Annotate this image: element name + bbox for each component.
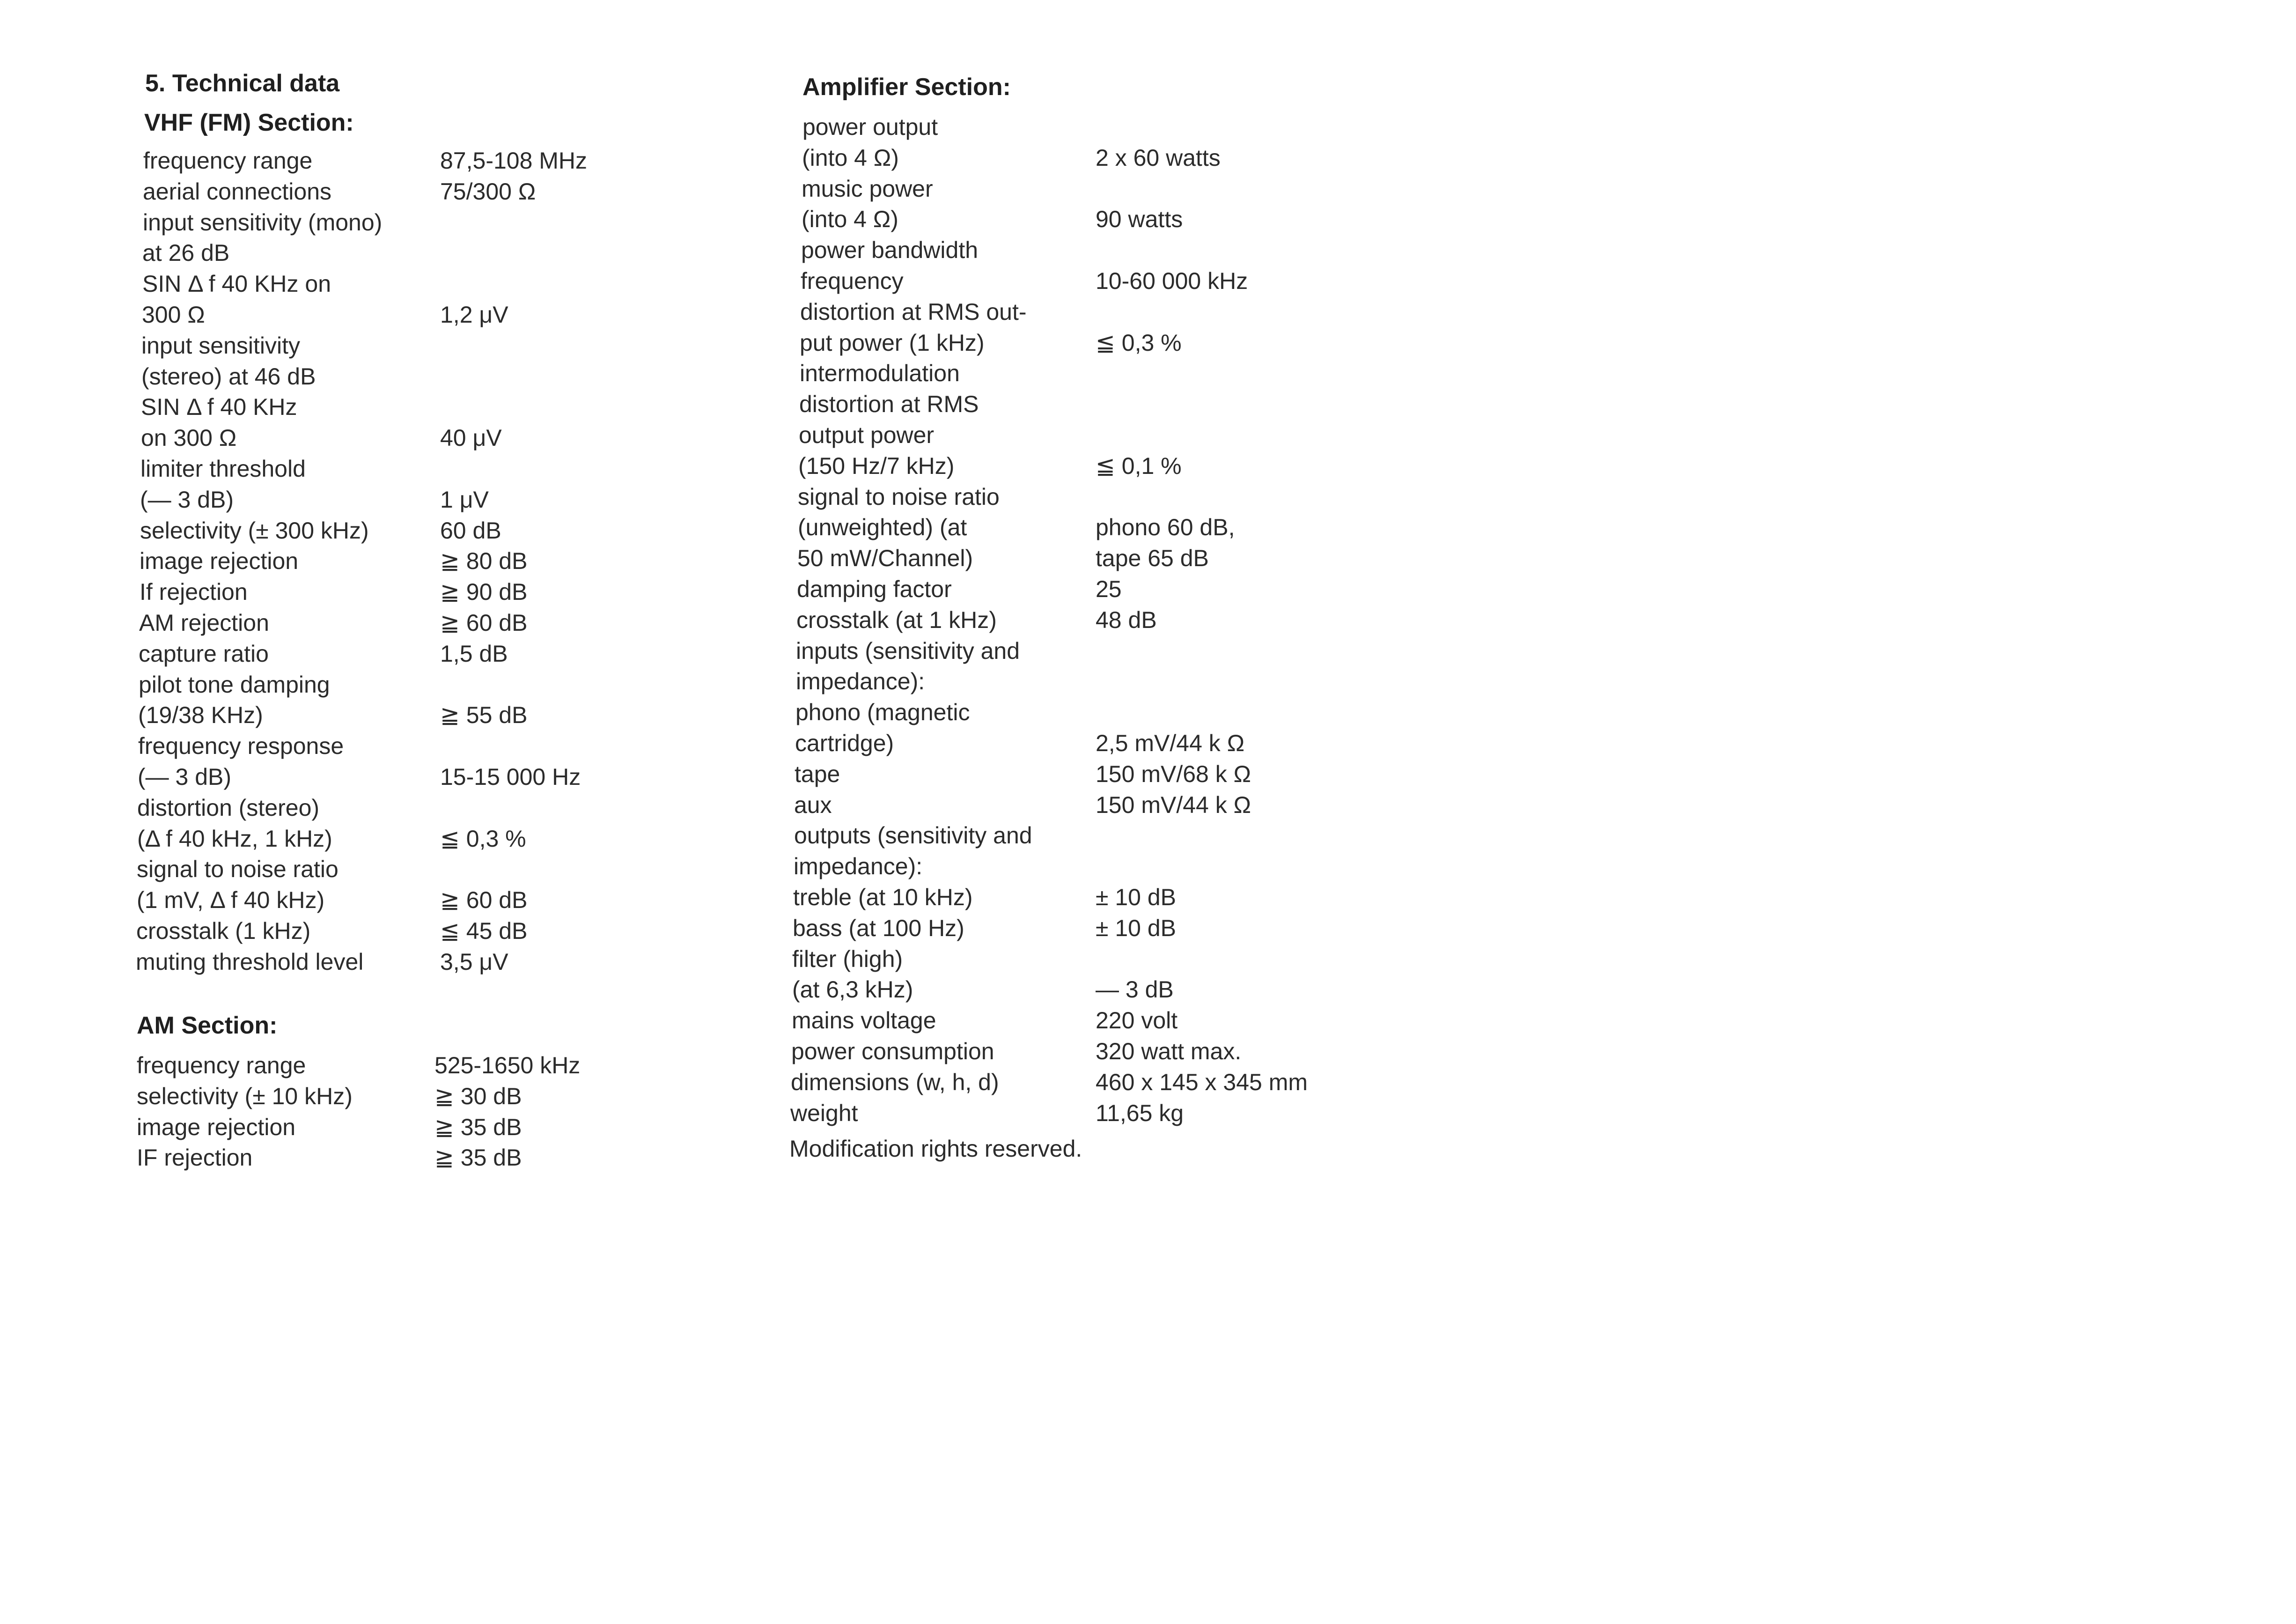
- spec-label: SIN Δ f 40 KHz: [141, 394, 297, 420]
- spec-label: distortion at RMS: [799, 391, 979, 417]
- spec-label: image rejection: [137, 1114, 296, 1140]
- spec-label: frequency: [801, 268, 904, 294]
- spec-label: crosstalk (1 kHz): [136, 918, 311, 944]
- spec-label: at 26 dB: [142, 240, 230, 266]
- modification-note: Modification rights reserved.: [789, 1136, 1082, 1162]
- spec-value: 10-60 000 kHz: [1096, 268, 1248, 294]
- spec-value: 460 x 145 x 345 mm: [1096, 1069, 1308, 1095]
- spec-value: 87,5-108 MHz: [440, 148, 588, 174]
- spec-label: image rejection: [140, 548, 299, 574]
- spec-label: tape: [795, 761, 840, 787]
- spec-label: frequency response: [138, 733, 344, 759]
- spec-label: limiter threshold: [140, 456, 306, 482]
- spec-label: (into 4 Ω): [802, 145, 899, 171]
- spec-label: (— 3 dB): [140, 487, 234, 513]
- spec-label: impedance):: [794, 853, 923, 879]
- spec-value: 3,5 μV: [440, 949, 508, 975]
- spec-label: capture ratio: [139, 641, 269, 667]
- spec-value: 1,2 μV: [440, 302, 508, 328]
- spec-label: crosstalk (at 1 kHz): [796, 607, 997, 633]
- spec-label: intermodulation: [800, 360, 960, 386]
- spec-label: on 300 Ω: [141, 425, 237, 451]
- spec-value: ± 10 dB: [1096, 884, 1176, 910]
- spec-value: ≦ 0,3 %: [1096, 330, 1182, 356]
- spec-value: ≧ 90 dB: [440, 579, 528, 605]
- spec-value: 525-1650 kHz: [434, 1052, 581, 1078]
- spec-label: (Δ f 40 kHz, 1 kHz): [137, 826, 332, 852]
- spec-label: If rejection: [140, 579, 248, 605]
- spec-value: tape 65 dB: [1096, 545, 1209, 571]
- spec-label: distortion at RMS out-: [800, 299, 1027, 325]
- spec-label: power bandwidth: [801, 237, 979, 263]
- spec-label: muting threshold level: [136, 949, 364, 975]
- spec-value: ≧ 80 dB: [440, 548, 528, 574]
- spec-label: impedance):: [796, 668, 925, 694]
- page-title: 5. Technical data: [145, 70, 340, 97]
- spec-label: cartridge): [795, 730, 894, 756]
- spec-label: weight: [790, 1100, 858, 1126]
- spec-label: frequency range: [137, 1052, 306, 1078]
- spec-value: 60 dB: [440, 517, 501, 544]
- spec-label: phono (magnetic: [795, 699, 970, 725]
- spec-label: 50 mW/Channel): [797, 545, 973, 571]
- spec-value: 90 watts: [1096, 206, 1183, 232]
- spec-value: 150 mV/44 k Ω: [1096, 792, 1251, 818]
- spec-label: (— 3 dB): [138, 764, 232, 790]
- spec-value: 75/300 Ω: [440, 178, 536, 205]
- spec-value: ≧ 35 dB: [434, 1114, 522, 1140]
- spec-value: 11,65 kg: [1096, 1100, 1184, 1126]
- vhf-section-heading: VHF (FM) Section:: [144, 109, 354, 136]
- spec-value: 320 watt max.: [1096, 1038, 1242, 1064]
- spec-label: SIN Δ f 40 KHz on: [142, 271, 331, 297]
- spec-value: 2,5 mV/44 k Ω: [1096, 730, 1245, 756]
- spec-label: put power (1 kHz): [800, 330, 985, 356]
- spec-label: dimensions (w, h, d): [791, 1069, 999, 1095]
- spec-value: ≧ 30 dB: [434, 1083, 522, 1109]
- spec-label: aerial connections: [143, 178, 332, 205]
- spec-label: outputs (sensitivity and: [794, 822, 1032, 849]
- spec-label: mains voltage: [792, 1007, 936, 1033]
- spec-value: ≦ 45 dB: [440, 918, 528, 944]
- spec-value: ± 10 dB: [1096, 915, 1176, 941]
- am-section-heading: AM Section:: [137, 1012, 278, 1039]
- spec-value: ≧ 60 dB: [440, 610, 528, 636]
- spec-label: 300 Ω: [142, 302, 205, 328]
- spec-label: (stereo) at 46 dB: [141, 363, 316, 390]
- spec-label: bass (at 100 Hz): [793, 915, 964, 941]
- spec-value: 150 mV/68 k Ω: [1096, 761, 1251, 787]
- spec-value: 220 volt: [1096, 1007, 1178, 1033]
- spec-label: music power: [802, 176, 933, 202]
- spec-value: 48 dB: [1096, 607, 1157, 633]
- spec-label: input sensitivity (mono): [143, 209, 383, 236]
- spec-value: ≦ 0,3 %: [440, 826, 526, 852]
- spec-label: selectivity (± 300 kHz): [140, 517, 369, 544]
- spec-label: distortion (stereo): [137, 795, 320, 821]
- spec-label: pilot tone damping: [139, 672, 330, 698]
- spec-label: filter (high): [792, 946, 903, 972]
- spec-value: ≧ 55 dB: [440, 702, 528, 728]
- amplifier-section-heading: Amplifier Section:: [802, 74, 1011, 101]
- spec-label: (unweighted) (at: [798, 514, 967, 540]
- spec-label: signal to noise ratio: [798, 484, 1000, 510]
- spec-value: ≦ 0,1 %: [1096, 453, 1182, 479]
- spec-value: 1,5 dB: [440, 641, 508, 667]
- spec-label: (150 Hz/7 kHz): [798, 453, 955, 479]
- spec-value: — 3 dB: [1096, 976, 1174, 1003]
- spec-label: (19/38 KHz): [138, 702, 263, 728]
- spec-label: inputs (sensitivity and: [796, 638, 1020, 664]
- spec-label: damping factor: [797, 576, 952, 602]
- spec-label: aux: [794, 792, 832, 818]
- spec-label: power consumption: [791, 1038, 994, 1064]
- spec-label: IF rejection: [137, 1144, 253, 1171]
- spec-label: (1 mV, Δ f 40 kHz): [137, 887, 325, 913]
- spec-label: input sensitivity: [141, 332, 301, 359]
- spec-value: 1 μV: [440, 487, 489, 513]
- spec-label: selectivity (± 10 kHz): [137, 1083, 353, 1109]
- spec-value: 2 x 60 watts: [1096, 145, 1221, 171]
- spec-value: phono 60 dB,: [1096, 514, 1235, 540]
- spec-label: AM rejection: [139, 610, 269, 636]
- spec-label: signal to noise ratio: [137, 856, 339, 882]
- spec-label: frequency range: [143, 148, 313, 174]
- spec-value: 25: [1096, 576, 1122, 602]
- spec-label: power output: [802, 114, 938, 140]
- spec-label: (into 4 Ω): [802, 206, 898, 232]
- spec-label: output power: [799, 422, 935, 448]
- spec-value: 15-15 000 Hz: [440, 764, 581, 790]
- spec-value: ≧ 60 dB: [440, 887, 528, 913]
- spec-label: treble (at 10 kHz): [793, 884, 973, 910]
- spec-value: ≧ 35 dB: [434, 1144, 522, 1171]
- spec-label: (at 6,3 kHz): [792, 976, 913, 1003]
- spec-value: 40 μV: [440, 425, 502, 451]
